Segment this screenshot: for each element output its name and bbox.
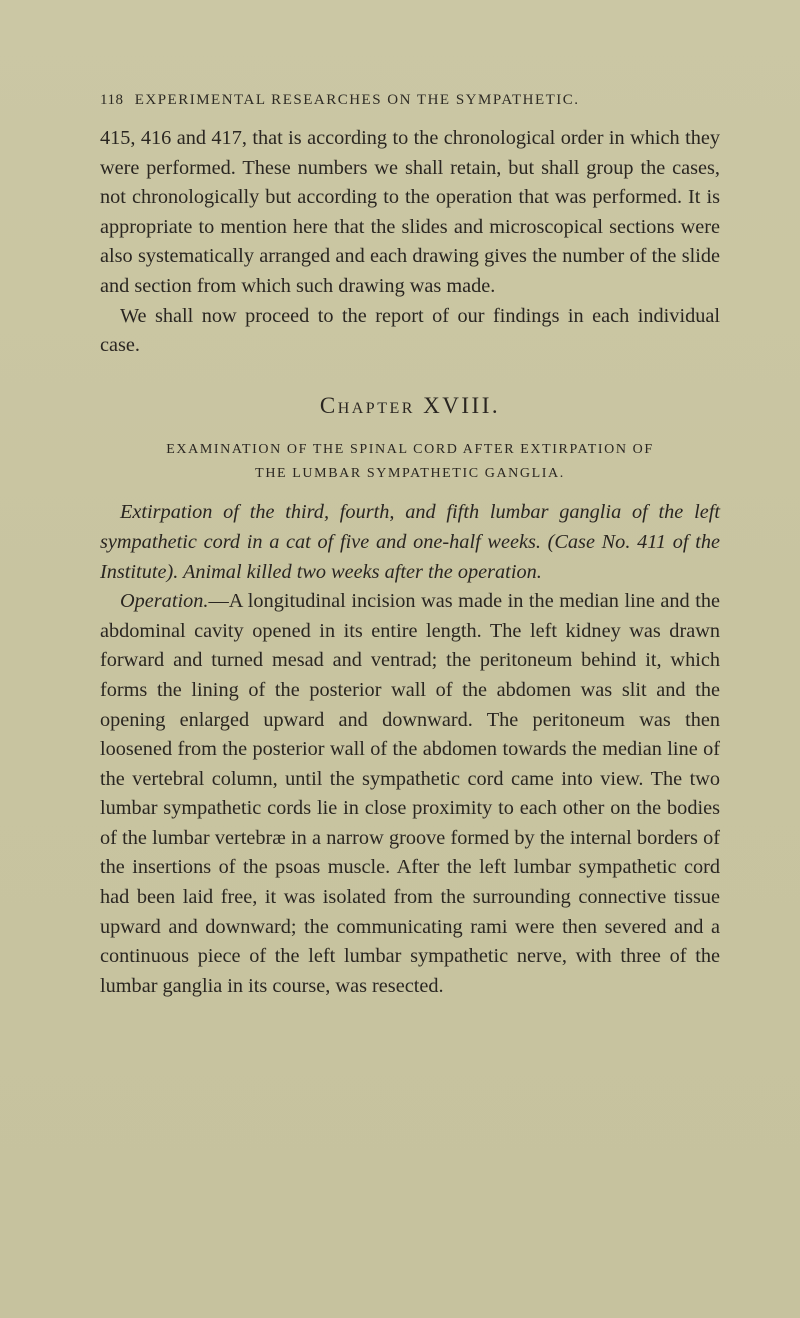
operation-text: —A longitudinal incision was made in the median line and the abdominal cavity opened in its entire length. The left kidney was drawn forward and turned mesad and ventrad; the peritoneum behind it, which forms the lining of the posterior wall of the abdomen was slit and the opening enlarged upward and downward. The peritoneum was then loosened from the posterior wall of the abdomen towards the median line of the vertebral column, until the sympathetic cord came into view. The two lumbar sympathetic cords lie in close proximity to each other on the bodies of the lumbar vertebræ in a narrow groove formed by the internal borders of the insertions of the psoas muscle. After the left lumbar sympathetic cord had been laid free, it was isolated from the surrounding connective tissue upward and downward; the communicating rami were then severed and a continuous piece of the left lumbar sympathetic nerve, with three of the lumbar ganglia in its course, was resected. xyxy=(100,590,720,997)
operation-label: Operation. xyxy=(120,590,209,613)
body-text xyxy=(100,124,720,1001)
case-heading: Extirpation of the third, fourth, and fifth lumbar ganglia of the left sympathetic cord in a cat of five and one-half weeks. (Case No. 411 of the Institute). Animal killed two weeks after the operation. xyxy=(100,501,720,583)
running-head xyxy=(100,92,700,109)
page-number: 118 xyxy=(100,92,124,108)
chapter-heading: Chapter XVIII. xyxy=(319,392,501,418)
intro-paragraph: 415, 416 and 417, that is according to the chronological order in which they were performed. These numbers we shall retain, but shall group the cases, not chronologically but according to the operation that was performed. It is appropriate to mention here that the slides and microscopical sections were also systematically arranged and each drawing gives the number of the slide and section from which such drawing was made. xyxy=(100,127,720,297)
running-head-title: EXPERIMENTAL RESEARCHES ON THE SYMPATHETIC. xyxy=(134,92,580,108)
section-title xyxy=(100,438,720,486)
section-title-line-2: THE LUMBAR SYMPATHETIC GANGLIA. xyxy=(255,466,565,482)
operation-paragraph xyxy=(100,587,720,1001)
proceed-paragraph: We shall now proceed to the report of our findings in each individual case. xyxy=(100,304,720,357)
section-title-line-1: EXAMINATION OF THE SPINAL CORD AFTER EXTIRPATION OF xyxy=(166,442,654,458)
